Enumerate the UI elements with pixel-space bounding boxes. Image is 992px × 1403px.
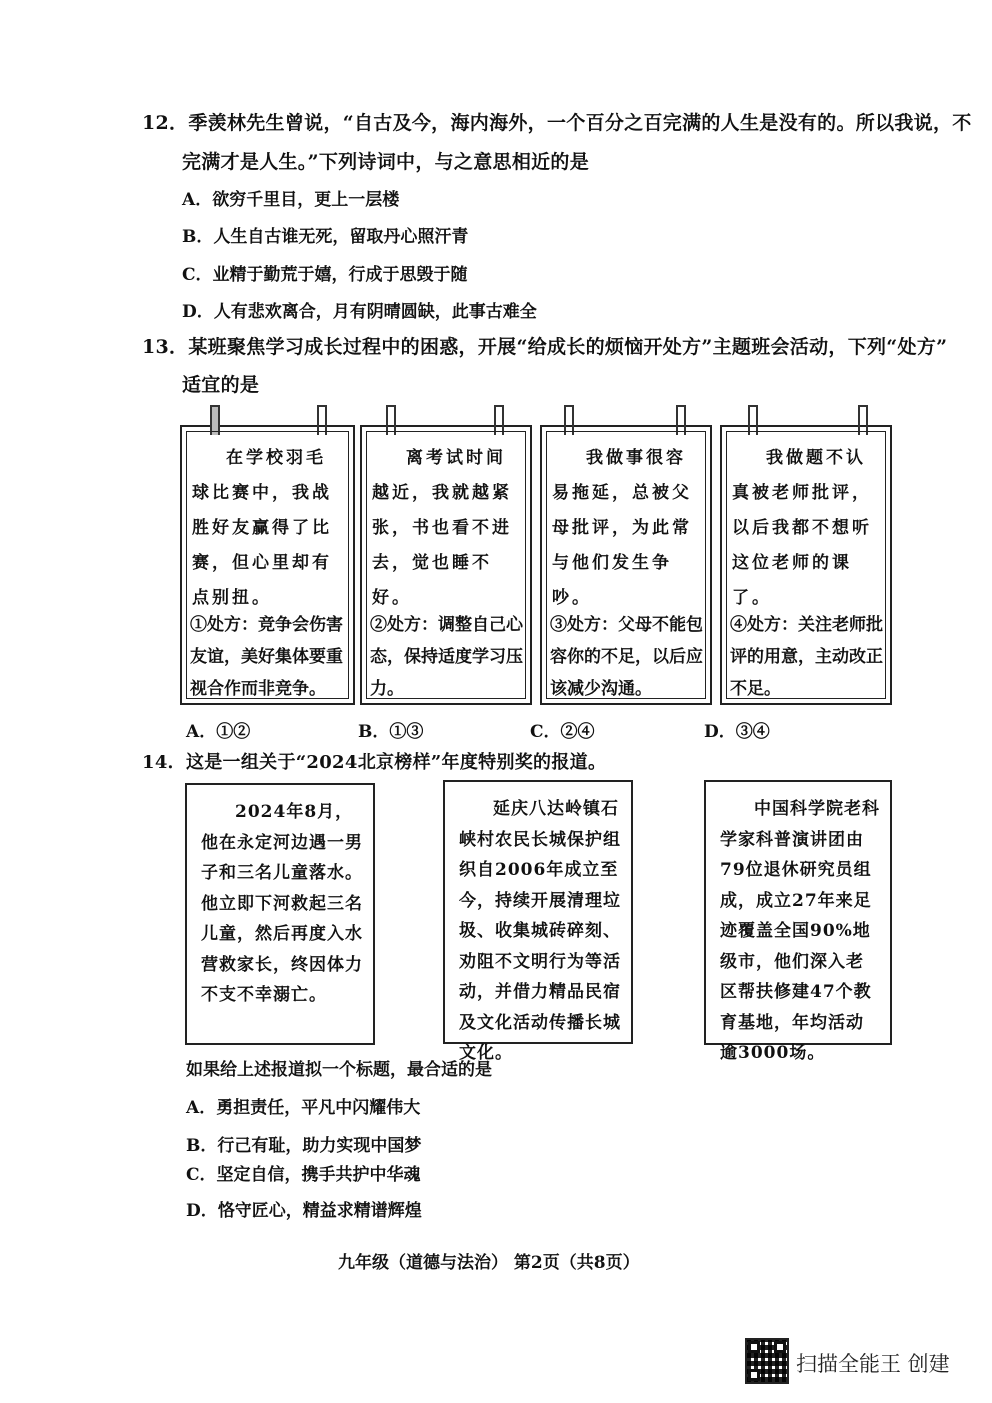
q12-option-b: B．人生自古谁无死，留取丹心照汗青: [182, 227, 469, 247]
report-card-2: [443, 780, 633, 1063]
card-prescription: ①处方：竞争会伤害友谊，美好集体要重视合作而非竞争。: [190, 615, 343, 699]
report-text: 中国科学院老科学家科普演讲团由79位退休研究员组成，成立27年来足迹覆盖全国90%地级市，他们深入老区帮扶修建47个教育基地，年均活动逾3000场。: [720, 799, 880, 1063]
q12-stem-line2: 完满才是人生。”下列诗词中，与之意思相近的是: [182, 151, 590, 173]
card-story: 在学校羽毛球比赛中，我战胜好友赢得了比赛，但心里却有点别扭。: [192, 448, 332, 608]
card-story: 我做事很容易拖延，总被父母批评，为此常与他们发生争吵。: [552, 448, 692, 608]
report-card-1: [185, 783, 375, 1045]
card-prescription: ④处方：关注老师批评的用意，主动改正不足。: [730, 615, 883, 699]
q14-option-a: A．勇担责任，平凡中闪耀伟大: [186, 1098, 421, 1118]
q12-option-a: A．欲穷千里目，更上一层楼: [182, 190, 400, 210]
q14-option-c: C．坚定自信，携手共护中华魂: [186, 1165, 421, 1185]
q14-option-d: D．恪守匠心，精益求精谱辉煌: [186, 1201, 422, 1221]
card-prescription: ②处方：调整自己心态，保持适度学习压力。: [370, 615, 523, 699]
q13-stem-line1: 13．某班聚焦学习成长过程中的困惑，开展“给成长的烦恼开处方”主题班会活动，下列“处方”: [142, 336, 948, 358]
q13-option-c: C．②④: [530, 722, 595, 742]
prescription-card-2: [360, 425, 532, 705]
q13-option-d: D．③④: [704, 722, 770, 742]
card-prescription: ③处方：父母不能包容你的不足，以后应该减少沟通。: [550, 615, 703, 699]
q14-prompt: 如果给上述报道拟一个标题，最合适的是: [186, 1060, 492, 1080]
qr-finder: [774, 1341, 786, 1353]
q12-option-c: C．业精于勤荒于嬉，行成于思毁于随: [182, 265, 468, 285]
qr-finder: [748, 1369, 760, 1381]
prescription-card-3: [540, 425, 712, 705]
scanner-watermark: 扫描全能王 创建: [796, 1352, 950, 1376]
q13-option-a: A．①②: [186, 722, 251, 742]
q12-stem-line1: 12．季羡林先生曾说，“自古及今，海内海外，一个百分之百完满的人生是没有的。所以我说，不: [142, 112, 972, 134]
q12-option-d: D．人有悲欢离合，月有阴晴圆缺，此事古难全: [182, 302, 537, 322]
report-card-3: [704, 780, 892, 1063]
report-text: 延庆八达岭镇石峡村农民长城保护组织自2006年成立至今，持续开展清理垃圾、收集城砖碎刻、劝阻不文明行为等活动，并借力精品民宿及文化活动传播长城文化。: [459, 799, 621, 1063]
prescription-card-1: [180, 425, 355, 705]
page-footer: 九年级（道德与法治） 第2页（共8页）: [338, 1253, 640, 1273]
q13-stem-line2: 适宜的是: [182, 374, 260, 396]
prescription-card-4: [720, 425, 892, 705]
qr-finder: [748, 1341, 760, 1353]
qr-code-icon: [745, 1338, 789, 1384]
q14-option-b: B．行己有耻，助力实现中国梦: [186, 1136, 422, 1156]
q14-stem: 14．这是一组关于“2024北京榜样”年度特别奖的报道。: [142, 752, 607, 773]
q13-option-b: B．①③: [358, 722, 424, 742]
card-story: 我做题不认真被老师批评，以后我都不想听这位老师的课了。: [732, 448, 872, 608]
report-text: 2024年8月，他在永定河边遇一男子和三名儿童落水。他立即下河救起三名儿童，然后再度入水营救家长，终因体力不支不幸溺亡。: [201, 802, 363, 1005]
card-story: 离考试时间越近，我就越紧张，书也看不进去，觉也睡不好。: [372, 448, 512, 608]
